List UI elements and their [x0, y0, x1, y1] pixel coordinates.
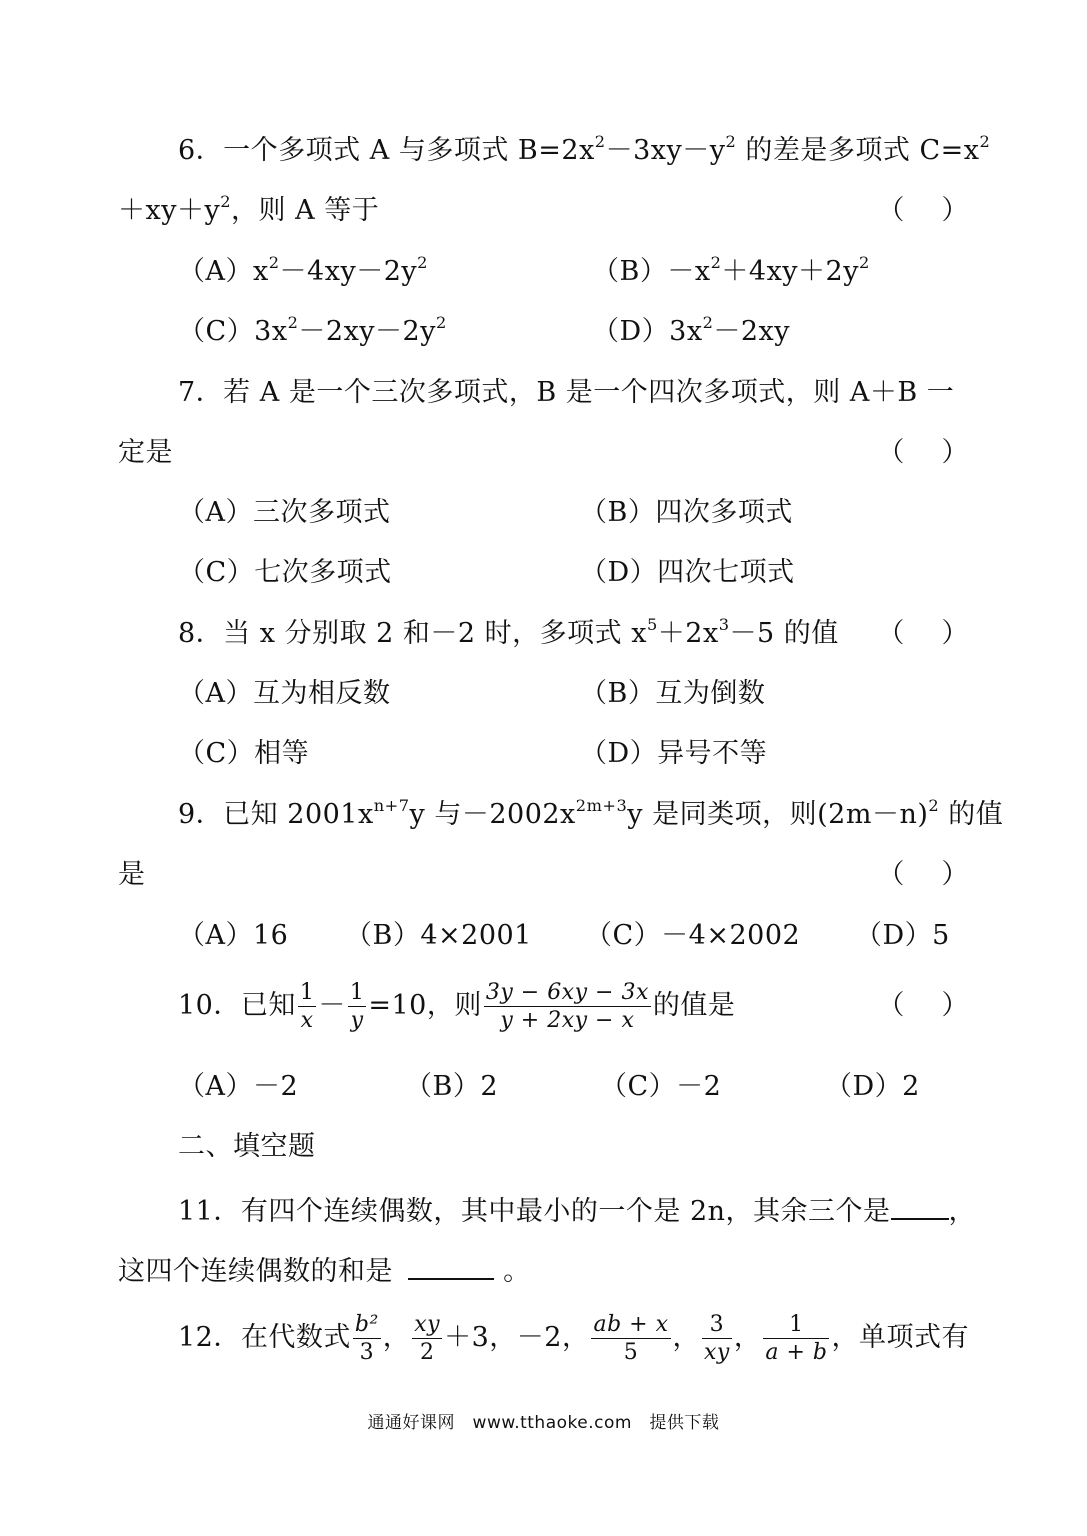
q10-option-a: （A）－2	[178, 1071, 299, 1102]
q8-option-a: （A）互为相反数	[178, 678, 391, 709]
q11-line1: 11．有四个连续偶数，其中最小的一个是 2n，其余三个是 ，	[178, 1196, 977, 1227]
q9-line1: 9．已知 $2001x^{n+7}y$ 与$-2002x^{2m+3}y$ 是同类项，则$(2m-n)^2$ 的值	[178, 795, 1004, 830]
q7-line1: 7．若 A 是一个三次多项式，B 是一个四次多项式，则 A＋B 一	[178, 377, 955, 408]
q9-option-d: （D）5	[855, 920, 950, 951]
q6-option-c: $(C)3x^2-2xy-2y^2$	[178, 312, 447, 347]
fraction: $\frac{\text{b²}}{3}$	[354, 1311, 379, 1365]
fraction: $\frac{3}{xy}$	[704, 1311, 730, 1365]
fraction: $\frac{1}{a + b}$	[765, 1311, 828, 1365]
answer-paren: （ ）	[877, 195, 969, 226]
q10-option-d: （D）2	[825, 1071, 920, 1102]
fraction: $\frac{ab + x}{5}$	[593, 1311, 669, 1365]
answer-paren: （ ）	[877, 437, 969, 468]
q7-option-b: （B）四次多项式	[580, 497, 793, 528]
q6-line1: 6．一个多项式 A 与多项式 $B=2x^2-3xy-y^2$ 的差是多项式 $C=x^2$	[178, 131, 991, 166]
fraction: $\frac{xy}{2}$	[414, 1311, 441, 1365]
q6-option-d: $(D)3x^2-2xy$	[592, 312, 791, 347]
q9-option-a: （A）16	[178, 920, 289, 951]
fraction: $\frac{3y - 6xy - 3x}{y + 2xy - x}$	[485, 979, 649, 1033]
answer-paren: （ ）	[877, 618, 969, 649]
answer-paren: （ ）	[877, 859, 969, 890]
q7-option-a: （A）三次多项式	[178, 497, 391, 528]
q10-line1: 10．已知 $\frac{1}{x}$ － $\frac{1}{y}$ =10，则 $\frac{3y - 6xy - 3x}{y + 2xy - x}$ 的值是 （ ）	[178, 979, 969, 1033]
q7-option-c: （C）七次多项式	[178, 557, 392, 588]
answer-paren: （ ）	[877, 990, 969, 1021]
fraction: $\frac{1}{x}$	[299, 979, 315, 1033]
q6-option-b: $(B)-x^2+4xy+2y^2$	[592, 252, 870, 287]
q10-option-b: （B）2	[405, 1071, 499, 1102]
q10-option-c: （C）－2	[600, 1071, 722, 1102]
q9-line2: 是 （ ）	[118, 859, 969, 890]
q8-option-d: （D）异号不等	[580, 738, 768, 769]
q11-line2: 这四个连续偶数的和是 。	[118, 1256, 531, 1287]
q6-option-a: $(A)x^2-4xy-2y^2$	[178, 252, 428, 287]
q8-option-c: （C）相等	[178, 738, 310, 769]
q8-line1: 8．当 x 分别取 2 和－2 时，多项式 $x^5+2x^3-5$ 的值 （ ）	[178, 614, 969, 649]
section-heading: 二、填空题	[178, 1131, 316, 1162]
q6-line2: $+xy+y^2$，则 A 等于 （ ）	[118, 191, 969, 226]
fraction: $\frac{1}{y}$	[349, 979, 365, 1033]
q12-line1: 12．在代数式 $\frac{\text{b²}}{3}$ ， $\frac{xy}{2}$ ＋3，－2， $\frac{ab + x}{5}$ ， $\frac{3}{xy}$ ， $\frac{1}{a + b}$ ，单项式有	[178, 1311, 969, 1365]
q7-option-d: （D）四次七项式	[580, 557, 795, 588]
q7-line2: 定是 （ ）	[118, 437, 969, 468]
q9-option-c: （C）－4×2002	[585, 920, 801, 951]
answer-blank	[891, 1194, 949, 1220]
answer-blank	[408, 1254, 494, 1280]
page-footer: 通通好课网 www.tthaoke.com 提供下载	[367, 1413, 720, 1433]
q9-option-b: （B）4×2001	[345, 920, 532, 951]
q8-option-b: （B）互为倒数	[580, 678, 766, 709]
